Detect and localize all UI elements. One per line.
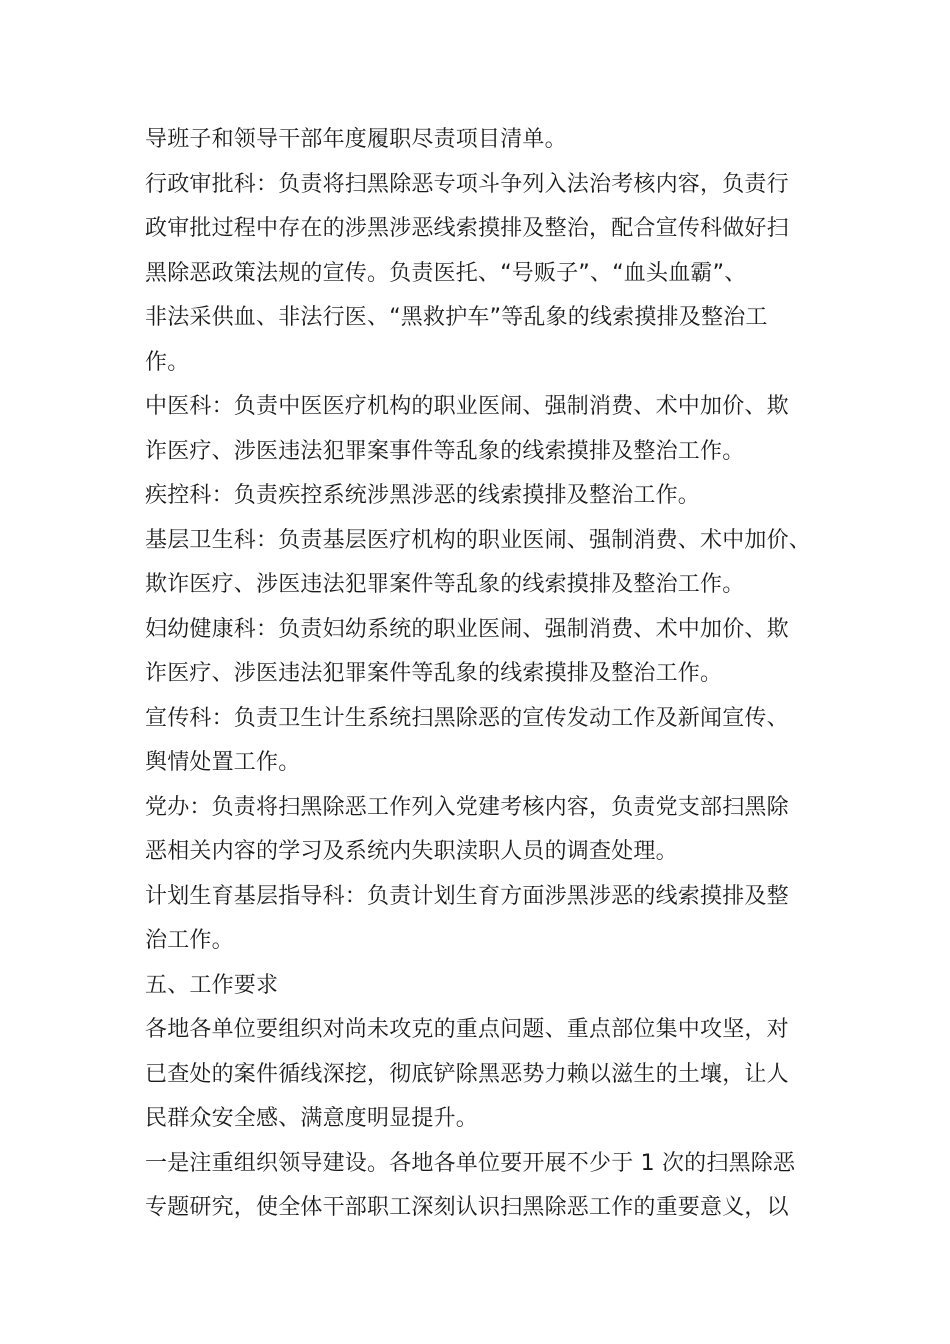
text-line: 疾控科：负责疾控系统涉黑涉恶的线索摸排及整治工作。 xyxy=(145,483,701,508)
text-line: 妇幼健康科：负责妇幼系统的职业医闹、强制消费、术中加价、欺 xyxy=(145,616,789,642)
text-line: 宣传科：负责卫生计生系统扫黑除恶的宣传发动工作及新闻宣传、 xyxy=(145,705,789,731)
text-line: 诈医疗、涉医违法犯罪案件等乱象的线索摸排及整治工作。 xyxy=(145,661,723,686)
text-line: 计划生育基层指导科：负责计划生育方面涉黑涉恶的线索摸排及整 xyxy=(145,883,789,909)
text-line: 非法采供血、非法行医、“黑救护车”等乱象的线索摸排及整治工 xyxy=(145,305,768,330)
section-heading: 五、工作要求 xyxy=(145,972,279,998)
text-line: 中医科：负责中医医疗机构的职业医闹、强制消费、术中加价、欺 xyxy=(145,394,789,419)
text-line: 行政审批科：负责将扫黑除恶专项斗争列入法治考核内容，负责行 xyxy=(145,171,789,197)
text-line: 欺诈医疗、涉医违法犯罪案件等乱象的线索摸排及整治工作。 xyxy=(145,572,745,597)
text-line: 党办：负责将扫黑除恶工作列入党建考核内容，负责党支部扫黑除 xyxy=(145,794,789,820)
text-line: 专题研究，使全体干部职工深刻认识扫黑除恶工作的重要意义，以 xyxy=(145,1195,789,1220)
document-body xyxy=(145,118,825,1231)
text-line: 作。 xyxy=(145,349,190,375)
text-line: 基层卫生科：负责基层医疗机构的职业医闹、强制消费、术中加价、 xyxy=(145,527,812,553)
text-line: 导班子和领导干部年度履职尽责项目清单。 xyxy=(145,127,567,152)
text-line: 政审批过程中存在的涉黑涉恶线索摸排及整治，配合宣传科做好扫 xyxy=(145,216,789,241)
text-line: 已查处的案件循线深挖，彻底铲除黑恶势力赖以滋生的土壤，让人 xyxy=(145,1061,789,1087)
text-line: 诈医疗、涉医违法犯罪案事件等乱象的线索摸排及整治工作。 xyxy=(145,438,745,464)
text-line: 恶相关内容的学习及系统内失职渎职人员的调查处理。 xyxy=(145,839,678,864)
text-line: 民群众安全感、满意度明显提升。 xyxy=(145,1106,479,1131)
text-line: 一是注重组织领导建设。各地各单位要开展不少于 1 次的扫黑除恶 xyxy=(145,1150,796,1176)
text-line: 舆情处置工作。 xyxy=(145,750,301,775)
text-line: 治工作。 xyxy=(145,928,234,953)
text-line: 各地各单位要组织对尚未攻克的重点问题、重点部位集中攻坚，对 xyxy=(145,1017,789,1042)
text-line: 黑除恶政策法规的宣传。负责医托、“号贩子”、“血头血霸”、 xyxy=(145,260,747,286)
